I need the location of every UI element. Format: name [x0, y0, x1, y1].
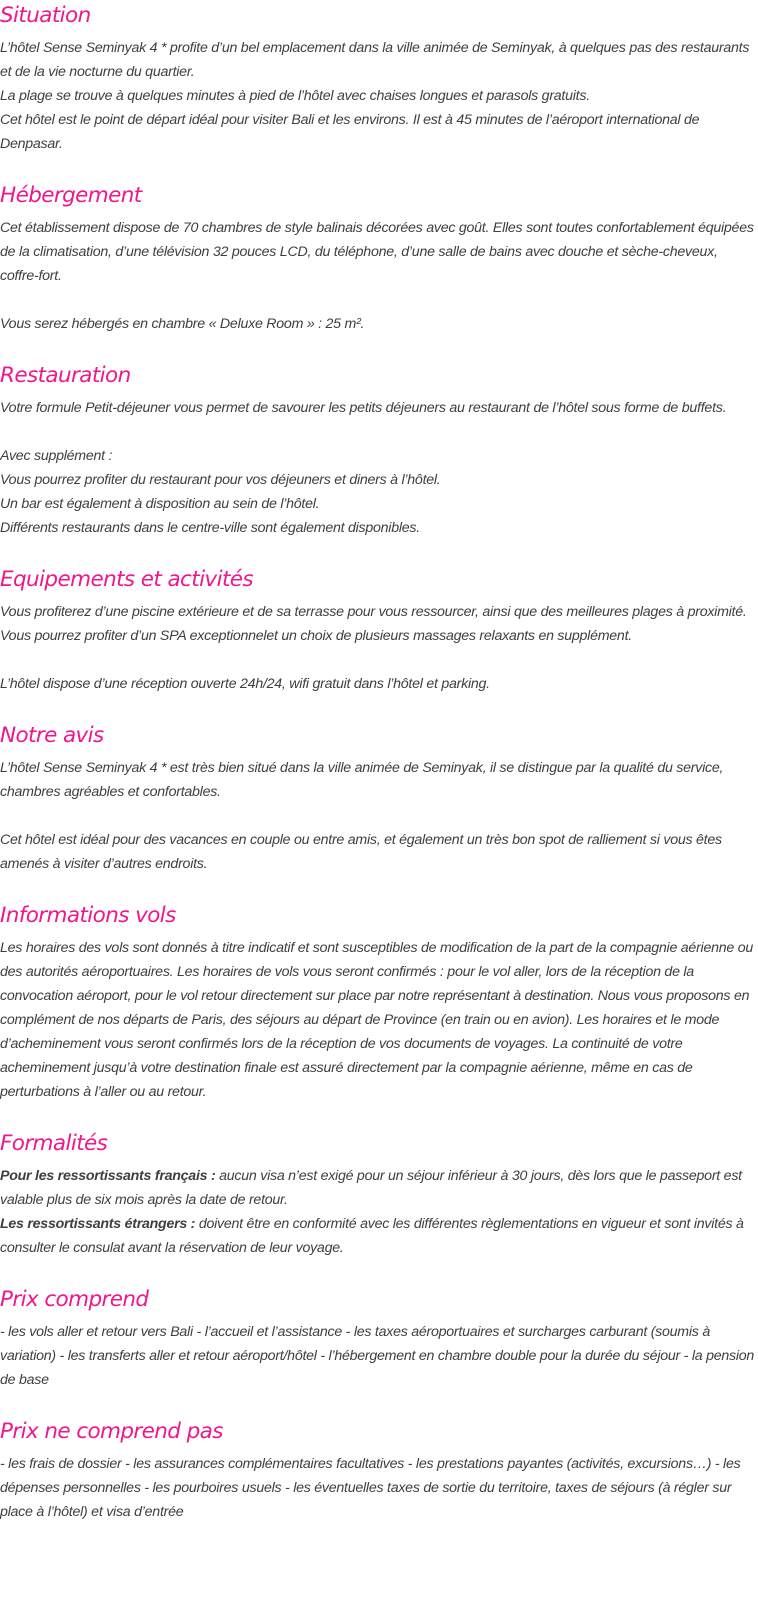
section-title-prix-ne-comprend: Prix ne comprend pas	[0, 1419, 223, 1444]
restauration-paragraph: Différents restaurants dans le centre-ville sont également disponibles.	[0, 520, 420, 536]
restauration-paragraph: Un bar est également à disposition au sein de l’hôtel.	[0, 496, 320, 512]
section-title-equipements: Equipements et activités	[0, 567, 254, 592]
section-hebergement	[0, 180, 758, 336]
section-title-hebergement: Hébergement	[0, 183, 142, 208]
section-spacer	[0, 336, 758, 360]
restauration-paragraph: Vous pourrez profiter du restaurant pour vos déjeuners et diners à l’hôtel.	[0, 472, 441, 488]
formalites-francais-paragraph	[0, 1164, 758, 1212]
section-vols	[0, 900, 758, 1104]
equipements-paragraph: Vous profiterez d’une piscine extérieure et de sa terrasse pour vous ressourcer, ainsi que des meilleures plages à proximité. Vous pourrez profiter d’un SPA exceptionnelet un choix de plusieurs massages relaxants en supplément.	[0, 604, 747, 644]
section-body-restauration	[0, 396, 758, 540]
section-restauration	[0, 360, 758, 540]
section-situation	[0, 0, 758, 156]
section-title-prix-comprend: Prix comprend	[0, 1287, 149, 1312]
situation-paragraph: La plage se trouve à quelques minutes à pied de l’hôtel avec chaises longues et parasols gratuits.	[0, 88, 590, 104]
section-spacer	[0, 1260, 758, 1284]
section-spacer	[0, 1104, 758, 1128]
section-body-equipements	[0, 600, 758, 696]
section-prix-ne-comprend	[0, 1416, 758, 1524]
avis-paragraph: Cet hôtel est idéal pour des vacances en couple ou entre amis, et également un très bon spot de ralliement si vous êtes amenés à visiter d’autres endroits.	[0, 832, 722, 872]
restauration-paragraph: Avec supplément :	[0, 448, 113, 464]
section-body-hebergement	[0, 216, 758, 336]
situation-paragraph: L’hôtel Sense Seminyak 4 * profite d’un bel emplacement dans la ville animée de Seminyak, à quelques pas des restaurants et de la vie nocturne du quartier.	[0, 40, 750, 80]
section-title-avis: Notre avis	[0, 723, 104, 748]
avis-paragraph: L’hôtel Sense Seminyak 4 * est très bien situé dans la ville animée de Seminyak, il se distingue par la qualité du service, chambres agréables et confortables.	[0, 760, 724, 800]
section-spacer	[0, 1392, 758, 1416]
formalites-francais-text: aucun visa n’est exigé pour un séjour inférieur à 30 jours, dès lors que le passeport est valable plus de six mois après la date de retour.	[0, 1168, 742, 1208]
blank-line	[0, 648, 758, 672]
section-body-situation	[0, 36, 758, 156]
equipements-paragraph: L’hôtel dispose d’une réception ouverte 24h/24, wifi gratuit dans l’hôtel et parking.	[0, 676, 490, 692]
formalites-etrangers-text: doivent être en conformité avec les différentes règlementations en vigueur et sont invités à consulter le consulat avant la réservation de leur voyage.	[0, 1216, 744, 1256]
section-body-formalites	[0, 1164, 758, 1260]
section-spacer	[0, 876, 758, 900]
section-avis	[0, 720, 758, 876]
prix-comprend-paragraph: - les vols aller et retour vers Bali - l’accueil et l’assistance - les taxes aéroportuaires et surcharges carburant (soumis à variation) - les transferts aller et retour aéroport/hôtel - l’hébergement en chambre double pour la durée du séjour - la pension de base	[0, 1324, 755, 1388]
blank-line	[0, 288, 758, 312]
restauration-paragraph: Votre formule Petit-déjeuner vous permet de savourer les petits déjeuners au restaurant de l’hôtel sous forme de buffets.	[0, 400, 727, 416]
formalites-francais-label: Pour les ressortissants français :	[0, 1168, 216, 1184]
section-title-situation: Situation	[0, 3, 91, 28]
section-spacer	[0, 696, 758, 720]
section-body-prix-ne-comprend	[0, 1452, 758, 1524]
section-spacer	[0, 540, 758, 564]
prix-ne-comprend-paragraph: - les frais de dossier - les assurances complémentaires facultatives - les prestations payantes (activités, excursions…) - les dépenses personnelles - les pourboires usuels - les éventuelles taxes de sortie du territoire, taxes de séjours (à régler sur place à l’hôtel) et visa d’entrée	[0, 1456, 741, 1520]
vols-paragraph: Les horaires des vols sont donnés à titre indicatif et sont susceptibles de modification de la part de la compagnie aérienne ou des autorités aéroportuaires. Les horaires de vols vous seront confirmés : pour le vol aller, lors de la réception de la convocation aéroport, pour le vol retour directement sur place par notre représentant à destination. Nous vous proposons en complément de nos départs de Paris, des séjours au départ de Province (en train ou en avion). Les horaires et le mode d’acheminement vous seront confirmés lors de la réception de vos documents de voyages. La continuité de votre acheminement jusqu’à votre destination finale est assuré directement par la compagnie aérienne, même en cas de perturbations à l’aller ou au retour.	[0, 940, 753, 1100]
hebergement-paragraph: Vous serez hébergés en chambre « Deluxe Room » : 25 m².	[0, 316, 365, 332]
section-formalites	[0, 1128, 758, 1260]
formalites-etrangers-paragraph	[0, 1212, 758, 1260]
blank-line	[0, 420, 758, 444]
section-body-vols	[0, 936, 758, 1104]
section-prix-comprend	[0, 1284, 758, 1392]
hebergement-paragraph: Cet établissement dispose de 70 chambres de style balinais décorées avec goût. Elles sont toutes confortablement équipées de la climatisation, d’une télévision 32 pouces LCD, du téléphone, d’une salle de bains avec douche et sèche-cheveux, coffre-fort.	[0, 220, 754, 284]
blank-line	[0, 804, 758, 828]
situation-paragraph: Cet hôtel est le point de départ idéal pour visiter Bali et les environs. Il est à 45 minutes de l’aéroport international de Denpasar.	[0, 112, 700, 152]
section-body-prix-comprend	[0, 1320, 758, 1392]
section-equipements	[0, 564, 758, 696]
formalites-etrangers-label: Les ressortissants étrangers :	[0, 1216, 196, 1232]
section-body-avis	[0, 756, 758, 876]
section-spacer	[0, 156, 758, 180]
section-title-formalites: Formalités	[0, 1131, 108, 1156]
section-title-vols: Informations vols	[0, 903, 176, 928]
section-title-restauration: Restauration	[0, 363, 131, 388]
